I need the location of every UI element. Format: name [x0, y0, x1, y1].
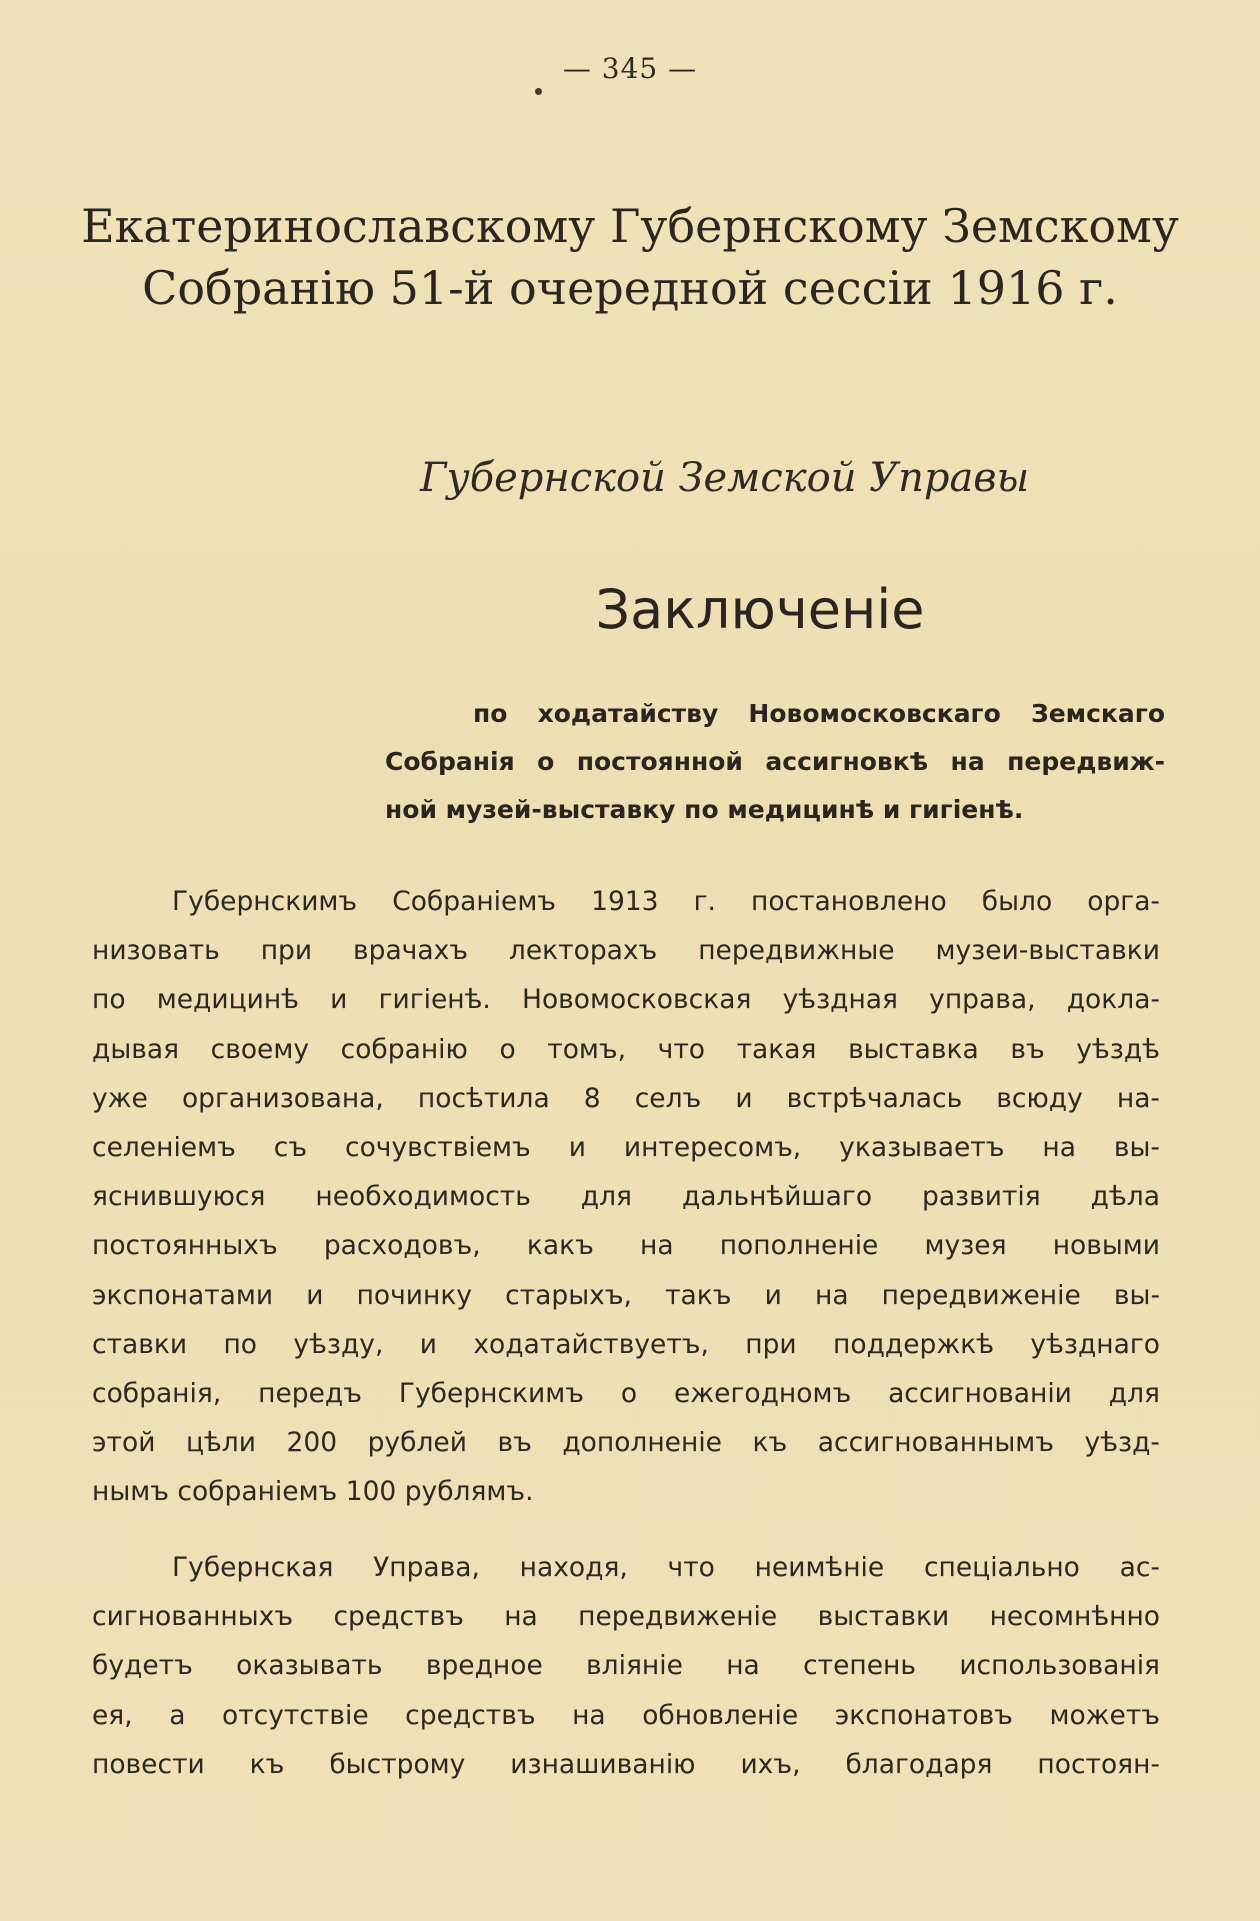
paragraph-line: Губернскимъ Собраніемъ 1913 г. постановлено было орга-: [172, 886, 1160, 917]
document-heading: Заключеніе: [595, 578, 925, 641]
paragraph-line: нымъ собраніемъ 100 рублямъ.: [92, 1476, 534, 1508]
paragraph-line: селеніемъ съ сочувствіемъ и интересомъ, указываетъ на вы-: [92, 1132, 1160, 1164]
issuing-authority: Губернской Земской Управы: [420, 455, 1030, 501]
paragraph-line: яснившуюся необходимость для дальнѣйшаго развитія дѣла: [92, 1181, 1160, 1213]
document-subject: [385, 690, 1165, 834]
paragraph-line: низовать при врачахъ лекторахъ передвижные музеи-выставки: [92, 935, 1160, 967]
paragraph-line: повести къ быстрому изнашиванію ихъ, благодаря постоян-: [92, 1748, 1160, 1780]
title-line-1: Екатеринославскому Губернскому Земскому: [81, 199, 1179, 253]
paragraph-line: экспонатами и починку старыхъ, такъ и на передвиженіе вы-: [92, 1279, 1160, 1311]
paragraph-1: [92, 877, 1160, 1517]
paragraph-line: постоянныхъ расходовъ, какъ на пополненіе музея новыми: [92, 1230, 1160, 1262]
ink-speck: [535, 88, 542, 95]
paragraph-line: ставки по уѣзду, и ходатайствуетъ, при поддержкѣ уѣзднаго: [92, 1328, 1160, 1360]
page-number: — 345 —: [562, 52, 698, 85]
paragraph-line: дывая своему собранію о томъ, что такая выставка въ уѣздѣ: [92, 1033, 1160, 1065]
paragraph-line: Губернская Управа, находя, что неимѣніе спеціально ас-: [172, 1552, 1160, 1583]
paragraph-line: уже организована, посѣтила 8 селъ и встрѣчалась всюду на-: [92, 1082, 1160, 1114]
paragraph-line: собранія, передъ Губернскимъ о ежегодномъ ассигнованіи для: [92, 1378, 1160, 1410]
paragraph-line: этой цѣли 200 рублей въ дополненіе къ ассигнованнымъ уѣзд-: [92, 1427, 1160, 1459]
title-line-2: Собранію 51-й очередной сессіи 1916 г.: [142, 261, 1118, 315]
document-title: [80, 195, 1180, 319]
subject-line-3: ной музей-выставку по медицинѣ и гигіенѣ.: [385, 795, 1024, 824]
paragraph-line: по медицинѣ и гигіенѣ. Новомосковская уѣздная управа, докла-: [92, 984, 1160, 1016]
subject-line-1: по ходатайству Новомосковскаго Земскаго: [473, 699, 1165, 728]
paragraph-line: будетъ оказывать вредное вліяніе на степень использованія: [92, 1650, 1160, 1682]
paragraph-line: ея, а отсутствіе средствъ на обновленіе экспонатовъ можетъ: [92, 1699, 1160, 1731]
subject-line-2: Собранія о постоянной ассигновкѣ на передвиж-: [385, 747, 1165, 776]
paragraph-2: [92, 1543, 1160, 1789]
paragraph-line: сигнованныхъ средствъ на передвиженіе выставки несомнѣнно: [92, 1601, 1160, 1633]
